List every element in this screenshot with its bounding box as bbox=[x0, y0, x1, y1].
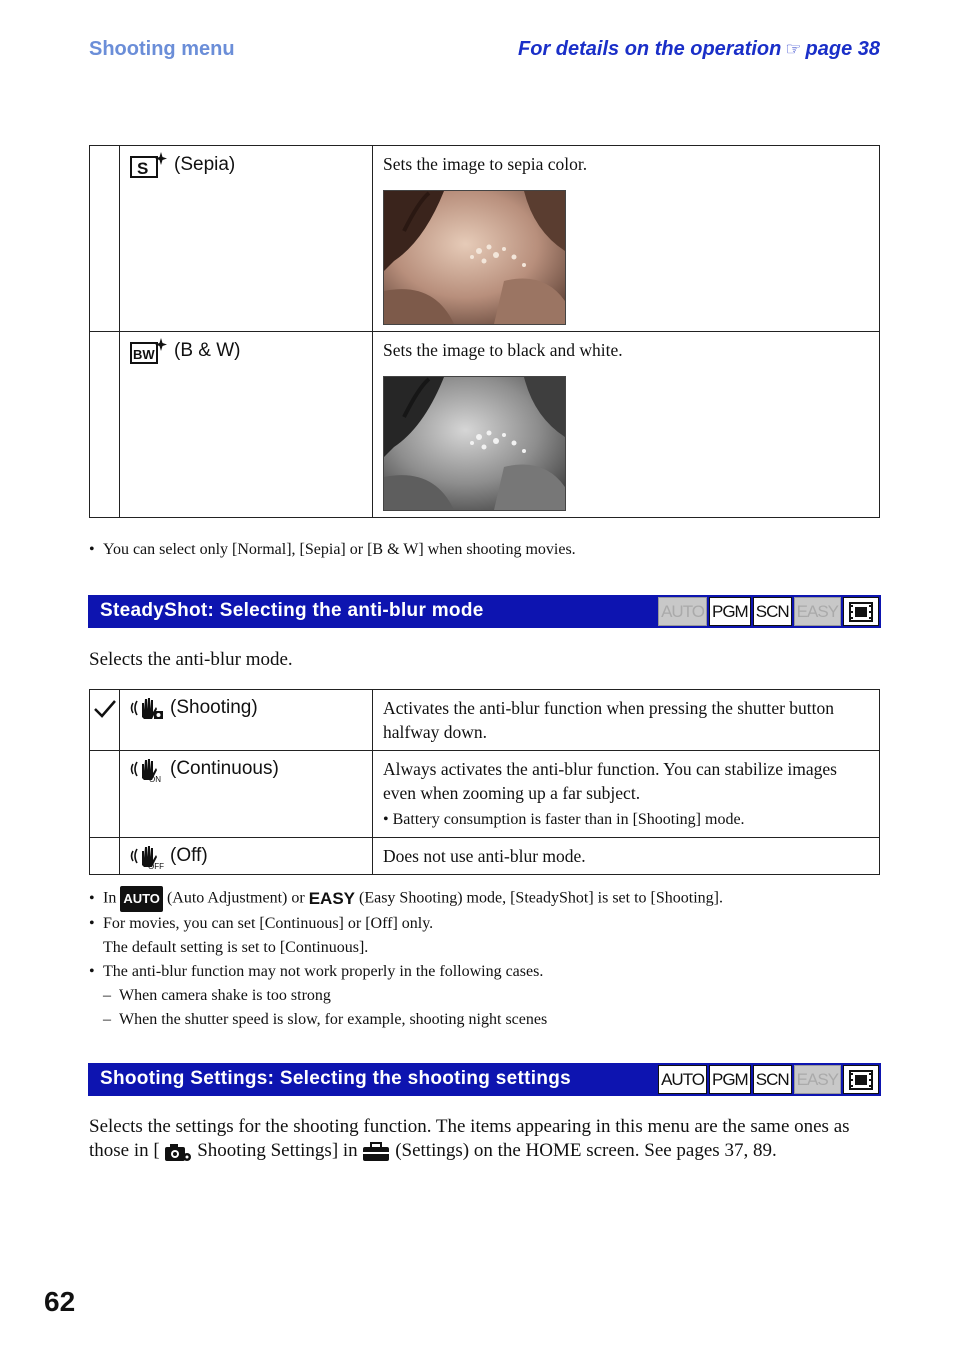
steadyshot-intro: Selects the anti-blur mode. bbox=[89, 649, 293, 670]
checkmark-icon bbox=[93, 698, 117, 720]
note-case-slow: – When the shutter speed is slow, for example, shooting night scenes bbox=[103, 1011, 548, 1028]
mode-indicators bbox=[658, 1065, 879, 1094]
shooting-settings-section-bar bbox=[88, 1063, 881, 1096]
continuous-description: Always activates the anti-blur function. You can stabilize images even when zooming up a far subject. bbox=[383, 759, 837, 803]
bw-hibiscus-photo bbox=[383, 376, 566, 511]
steadyshot-table bbox=[89, 689, 880, 875]
toolbox-settings-icon bbox=[362, 1142, 390, 1162]
easy-mode-icon: EASY bbox=[308, 889, 355, 908]
svg-text:S: S bbox=[137, 159, 149, 178]
section-title: Shooting menu bbox=[89, 38, 235, 60]
note-movies: • For movies, you can set [Continuous] or [Off] only. bbox=[89, 915, 434, 932]
steadyshot-title: SteadyShot: Selecting the anti-blur mode bbox=[100, 600, 484, 621]
shooting-description: Activates the anti-blur function when pressing the shutter button halfway down. bbox=[383, 698, 835, 742]
page-number: 62 bbox=[44, 1286, 76, 1317]
steadyshot-notes bbox=[89, 886, 881, 1032]
mode-easy: EASY bbox=[794, 1065, 841, 1094]
sepia-label: (Sepia) bbox=[174, 154, 236, 175]
shooting-settings-title: Shooting Settings: Selecting the shooting settings bbox=[100, 1068, 571, 1089]
selection-cell bbox=[90, 838, 120, 875]
color-mode-note: • You can select only [Normal], [Sepia] or [B & W] when shooting movies. bbox=[89, 541, 576, 558]
mode-auto: AUTO bbox=[658, 597, 707, 626]
table-row bbox=[90, 751, 880, 838]
off-label: (Off) bbox=[170, 845, 208, 866]
svg-text:BW: BW bbox=[133, 347, 155, 362]
movie-mode-icon bbox=[843, 597, 879, 626]
bw-icon bbox=[130, 337, 168, 365]
svg-text:OFF: OFF bbox=[148, 862, 164, 869]
mode-indicators bbox=[658, 597, 879, 626]
details-page-link[interactable]: page 38 bbox=[805, 38, 880, 60]
table-row bbox=[90, 146, 880, 332]
mode-pgm: PGM bbox=[709, 1065, 751, 1094]
bw-description: Sets the image to black and white. bbox=[383, 340, 623, 360]
mode-scn: SCN bbox=[753, 597, 792, 626]
sepia-icon bbox=[130, 151, 168, 179]
selection-cell bbox=[90, 690, 120, 751]
pointing-hand-icon: ☞ bbox=[785, 39, 802, 59]
note-antiblur: • The anti-blur function may not work properly in the following cases. bbox=[89, 963, 544, 980]
mode-pgm: PGM bbox=[709, 597, 751, 626]
camera-settings-icon bbox=[164, 1141, 192, 1163]
note-case-shake: – When camera shake is too strong bbox=[103, 987, 331, 1004]
bw-label: (B & W) bbox=[174, 340, 241, 361]
mode-easy: EASY bbox=[794, 597, 841, 626]
note-default: The default setting is set to [Continuous]. bbox=[103, 939, 369, 956]
note-auto-easy: • In AUTO (Auto Adjustment) or EASY (Easy Shooting) mode, [SteadyShot] is set to [Shooting]. bbox=[89, 886, 881, 912]
off-description: Does not use anti-blur mode. bbox=[383, 846, 586, 866]
table-row bbox=[90, 332, 880, 518]
mode-scn: SCN bbox=[753, 1065, 792, 1094]
shooting-label: (Shooting) bbox=[170, 697, 258, 718]
shooting-settings-text: Selects the settings for the shooting function. The items appearing in this menu are the same ones as those in [ Shooting Settings] in (Settings) on the HOME screen. See pages 37, 89. bbox=[89, 1116, 850, 1161]
color-mode-table bbox=[89, 145, 880, 518]
mode-auto: AUTO bbox=[658, 1065, 707, 1094]
sepia-hibiscus-photo bbox=[383, 190, 566, 325]
operation-reference[interactable] bbox=[518, 38, 880, 61]
table-row bbox=[90, 690, 880, 751]
movie-mode-icon bbox=[843, 1065, 879, 1094]
steadyshot-continuous-icon bbox=[130, 756, 164, 782]
steadyshot-off-icon bbox=[130, 843, 164, 869]
svg-text:ON: ON bbox=[149, 775, 161, 782]
details-text: For details on the operation bbox=[518, 38, 782, 60]
selection-cell bbox=[90, 332, 120, 518]
continuous-subnote: • Battery consumption is faster than in [Shooting] mode. bbox=[383, 811, 745, 828]
auto-mode-icon: AUTO bbox=[120, 886, 163, 912]
steadyshot-shooting-icon bbox=[130, 695, 164, 721]
selection-cell bbox=[90, 751, 120, 838]
sepia-description: Sets the image to sepia color. bbox=[383, 154, 588, 174]
selection-cell bbox=[90, 146, 120, 332]
continuous-label: (Continuous) bbox=[170, 758, 279, 779]
steadyshot-section-bar bbox=[88, 595, 881, 628]
table-row bbox=[90, 838, 880, 875]
